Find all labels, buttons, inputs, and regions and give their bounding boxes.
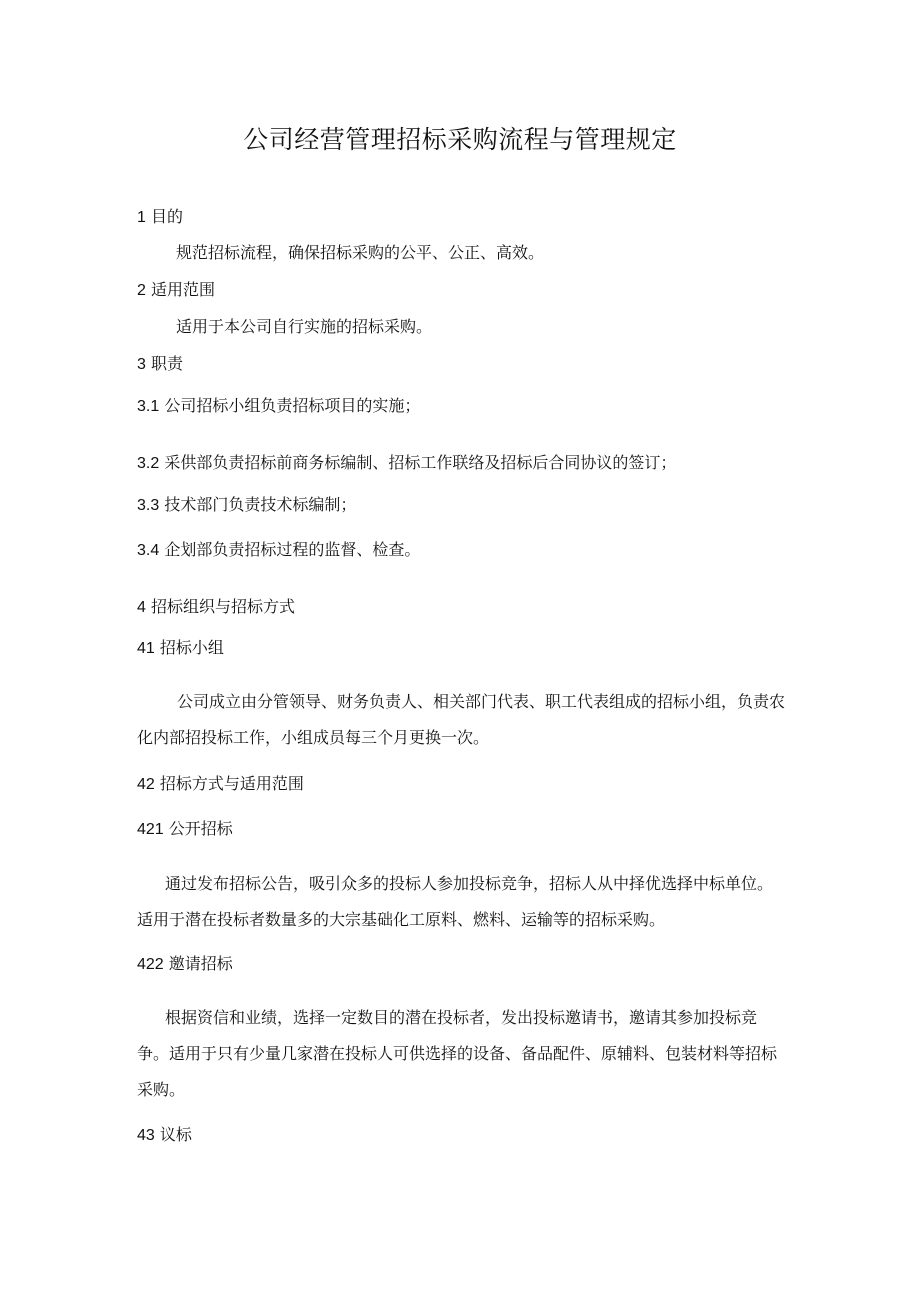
- heading-label: 招标组织与招标方式: [151, 597, 296, 616]
- heading-4: [137, 594, 295, 617]
- heading-label: 公开招标: [168, 819, 233, 838]
- heading-number: 422: [137, 956, 164, 973]
- heading-1: [137, 204, 183, 227]
- heading-label: 目的: [151, 207, 184, 226]
- paragraph-purpose: 规范招标流程，确保招标采购的公平、公正、高效。: [176, 243, 545, 262]
- heading-label: 技术部门负责技术标编制；: [164, 495, 357, 514]
- heading-3-3: [137, 492, 356, 515]
- heading-number: 3.2: [137, 455, 160, 472]
- heading-3-1: [137, 393, 420, 416]
- document-title: 公司经营管理招标采购流程与管理规定: [243, 125, 677, 154]
- heading-3-4: [137, 537, 420, 560]
- heading-number: 41: [137, 640, 155, 657]
- heading-label: 招标方式与适用范围: [159, 774, 304, 793]
- heading-3-2: [137, 450, 676, 473]
- heading-4-2-2: [137, 951, 233, 974]
- heading-4-3: [137, 1122, 192, 1145]
- heading-label: 职责: [151, 354, 184, 373]
- heading-number: 421: [137, 821, 164, 838]
- heading-4-2: [137, 771, 304, 794]
- heading-number: 3.4: [137, 542, 160, 559]
- heading-number: 3.3: [137, 497, 160, 514]
- heading-3: [137, 351, 183, 374]
- heading-label: 招标小组: [159, 638, 224, 657]
- heading-4-2-1: [137, 816, 233, 839]
- heading-label: 公司招标小组负责招标项目的实施；: [164, 396, 421, 415]
- heading-number: 4: [137, 599, 146, 616]
- heading-number: 3: [137, 356, 146, 373]
- heading-number: 2: [137, 282, 146, 299]
- heading-label: 企划部负责招标过程的监督、检查。: [164, 540, 421, 559]
- heading-2: [137, 277, 215, 300]
- heading-label: 采供部负责招标前商务标编制、招标工作联络及招标后合同协议的签订；: [164, 453, 677, 472]
- heading-label: 适用范围: [151, 280, 216, 299]
- heading-number: 3.1: [137, 398, 160, 415]
- paragraph-invited-tender: 根据资信和业绩，选择一定数目的潜在投标者，发出投标邀请书，邀请其参加投标竞争。适用于只有少量几家潜在投标人可供选择的设备、备品配件、原辅料、包装材料等招标采购。: [137, 1008, 778, 1099]
- paragraph-scope: 适用于本公司自行实施的招标采购。: [176, 317, 433, 336]
- paragraph-public-tender: 通过发布招标公告，吸引众多的投标人参加投标竞争，招标人从中择优选择中标单位。适用于潜在投标者数量多的大宗基础化工原料、燃料、运输等的招标采购。: [137, 874, 774, 929]
- heading-number: 43: [137, 1127, 155, 1144]
- heading-label: 议标: [159, 1125, 192, 1144]
- heading-4-1: [137, 635, 224, 658]
- heading-label: 邀请招标: [168, 954, 233, 973]
- heading-number: 42: [137, 776, 155, 793]
- paragraph-group: 公司成立由分管领导、财务负责人、相关部门代表、职工代表组成的招标小组，负责农化内部招投标工作，小组成员每三个月更换一次。: [137, 692, 786, 747]
- heading-number: 1: [137, 209, 146, 226]
